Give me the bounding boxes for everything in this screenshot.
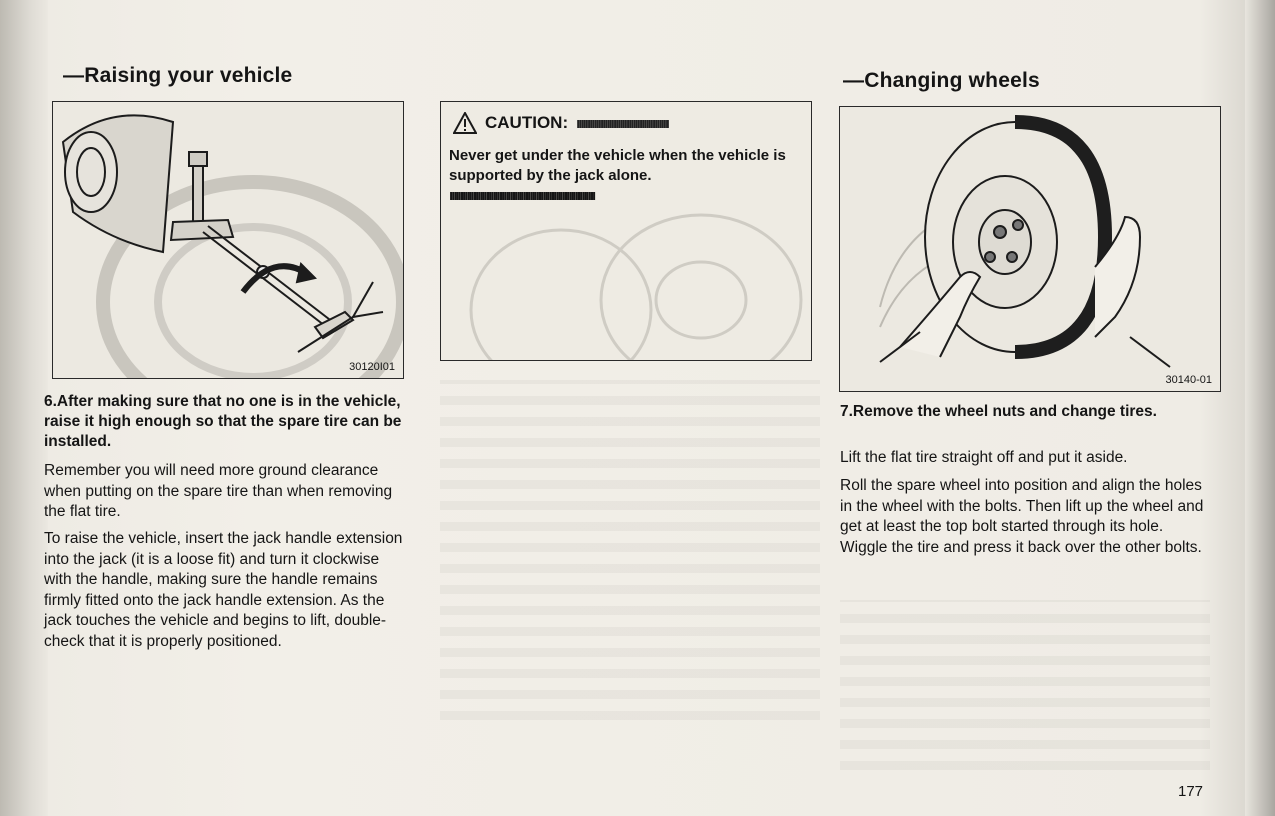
- faint-wheel-illustration: [441, 200, 811, 360]
- figure-code: 30140-01: [1165, 374, 1212, 386]
- right-page-edge: [1245, 0, 1275, 816]
- page-number: 177: [1178, 783, 1204, 800]
- caution-box: [440, 101, 812, 361]
- jack-handle-crank-illustration: [53, 102, 403, 378]
- figure-code: 30120I01: [349, 361, 395, 373]
- section-heading-raising: —Raising your vehicle: [63, 64, 293, 87]
- caution-rule: ııııııııııııııııııııııııııııııııııııııııııı: [576, 114, 670, 132]
- caution-title-row: [453, 112, 669, 134]
- paragraph-roll-spare: Roll the spare wheel into position and align the holes in the wheel with the bolts. Then lift up the wheel and get at least the top bolt started through its hole. Wiggle the tire and press it back over the other bolts.: [840, 477, 1204, 556]
- paragraph-raise-vehicle: To raise the vehicle, insert the jack handle extension into the jack (it is a loose fit) and turn it clockwise with the handle, making sure the handle remains firmly fitted onto the jack handle extension. As the jack touches the vehicle and begins to lift, double-check that it is properly positioned.: [44, 530, 403, 650]
- step-7-title: 7.Remove the wheel nuts and change tires.: [840, 403, 1157, 420]
- warning-triangle-icon: [453, 112, 477, 134]
- figure-raising-vehicle: [52, 101, 404, 379]
- step-6-title: 6.After making sure that no one is in the vehicle, raise it high enough so that the spare tire can be installed.: [44, 393, 402, 450]
- caution-rule-bottom: ııııııııııııııııııııııııııııııııııııııııııııııııııııııııııııııııııı: [449, 187, 595, 204]
- paragraph-ground-clearance: Remember you will need more ground clearance when putting on the spare tire than when removing the flat tire.: [44, 462, 393, 520]
- section-heading-changing: —Changing wheels: [843, 69, 1040, 92]
- left-page-edge: [0, 0, 48, 816]
- figure-changing-wheels: [839, 106, 1221, 392]
- bleed-through-shadow: [440, 380, 820, 720]
- hands-holding-wheel-illustration: [840, 107, 1220, 391]
- paragraph-lift-flat-tire: Lift the flat tire straight off and put it aside.: [840, 449, 1128, 466]
- caution-text: Never get under the vehicle when the vehicle is supported by the jack alone.: [449, 147, 786, 184]
- bleed-through-shadow-right: [840, 600, 1210, 770]
- caution-label: CAUTION:: [485, 113, 569, 132]
